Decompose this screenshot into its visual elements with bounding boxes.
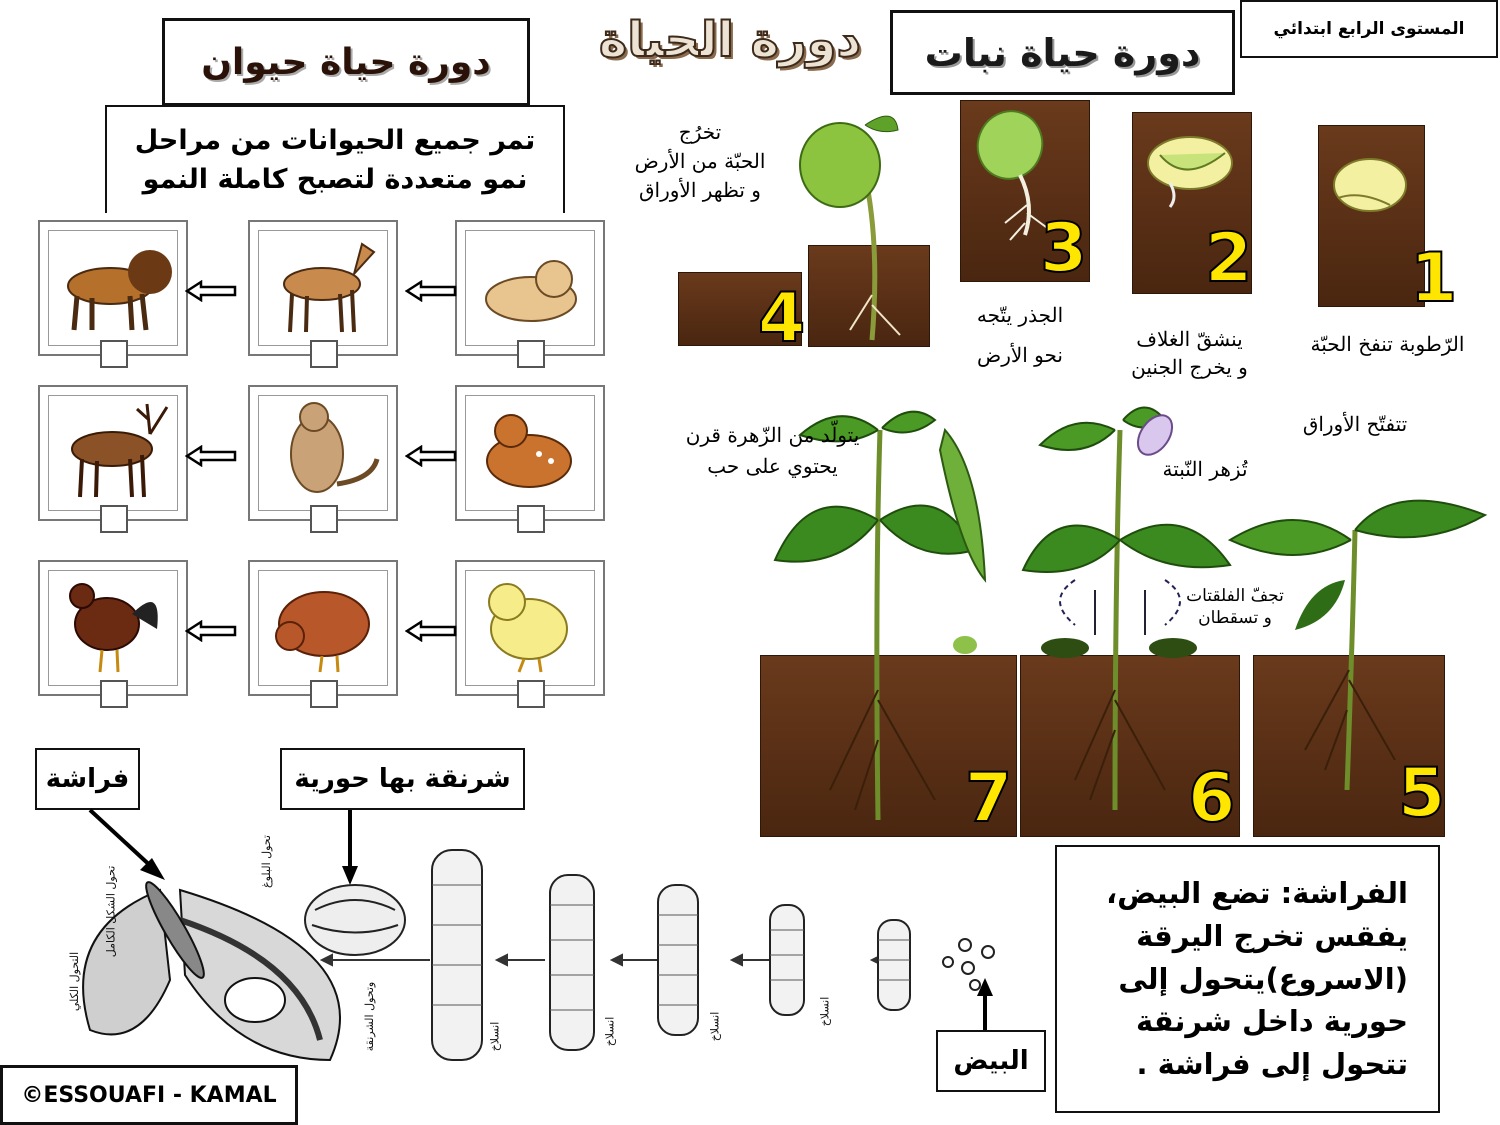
answer-checkbox[interactable] bbox=[100, 505, 128, 533]
caption-line: نحو الأرض bbox=[977, 343, 1063, 367]
caption-line: ينشقّ الغلاف bbox=[1136, 327, 1243, 351]
answer-checkbox[interactable] bbox=[517, 505, 545, 533]
description-line: حورية داخل شرنقة bbox=[1136, 1004, 1408, 1039]
answer-checkbox[interactable] bbox=[517, 680, 545, 708]
answer-checkbox[interactable] bbox=[310, 505, 338, 533]
description-line: الفراشة: تضع البيض، bbox=[1106, 875, 1408, 910]
label-eggs: البيض bbox=[936, 1030, 1046, 1092]
description-line: تتحول إلى فراشة . bbox=[1136, 1047, 1408, 1082]
side-label-2: التحول الكلي bbox=[68, 951, 82, 1012]
plant-stage-number: 1 bbox=[1410, 239, 1458, 318]
lion-icon bbox=[52, 234, 176, 334]
deer-icon bbox=[262, 234, 386, 334]
answer-checkbox[interactable] bbox=[310, 340, 338, 368]
plant-stage-number: 5 bbox=[1398, 754, 1446, 833]
main-title: دورة الحياة bbox=[598, 12, 862, 68]
description-line: (الاسروع)يتحول إلى bbox=[1118, 961, 1408, 996]
left-arrow-icon bbox=[185, 445, 237, 467]
plant-stage-caption bbox=[615, 118, 785, 205]
plant-stage-number: 6 bbox=[1188, 759, 1236, 838]
animal-frame-lion-cub bbox=[455, 220, 605, 356]
plant-stage-caption bbox=[950, 295, 1090, 375]
molt-label: انسلاخ bbox=[603, 1016, 617, 1047]
plant-stage-caption bbox=[1112, 325, 1267, 381]
plant-stage-caption bbox=[650, 420, 895, 482]
caption-line: يتولّد من الزّهرة قرن bbox=[685, 423, 860, 447]
plant-stage-number: 7 bbox=[965, 759, 1013, 838]
answer-checkbox[interactable] bbox=[310, 680, 338, 708]
caption-line: و تظهر الأوراق bbox=[639, 178, 761, 202]
animal-frame-hen bbox=[248, 560, 398, 696]
answer-checkbox[interactable] bbox=[100, 340, 128, 368]
answer-checkbox[interactable] bbox=[100, 680, 128, 708]
left-arrow-icon bbox=[185, 620, 237, 642]
animal-frame-deer bbox=[248, 220, 398, 356]
lion-cub-icon bbox=[469, 234, 593, 334]
side-label-3: تحول البلوغ bbox=[259, 835, 273, 888]
level-label: المستوى الرابع ابتدائي bbox=[1240, 0, 1498, 58]
animal-frame-fawn bbox=[455, 385, 605, 521]
left-arrow-icon bbox=[405, 620, 457, 642]
answer-checkbox[interactable] bbox=[517, 340, 545, 368]
label-butterfly: فراشة bbox=[35, 748, 140, 810]
animal-intro bbox=[105, 105, 565, 213]
cougar-icon bbox=[262, 399, 386, 499]
plant-stage-number: 4 bbox=[758, 279, 806, 358]
plant-title: دورة حياة نبات bbox=[890, 10, 1235, 95]
rooster-icon bbox=[52, 574, 176, 674]
label-cocoon: شرنقة بها حورية bbox=[280, 748, 525, 810]
side-label-1: تحول الشكل الكامل bbox=[104, 865, 118, 958]
animal-title: دورة حياة حيوان bbox=[162, 18, 530, 106]
fawn-icon bbox=[469, 399, 593, 499]
copyright: ©ESSOUAFI - KAMAL bbox=[0, 1065, 298, 1125]
young-plant-icon bbox=[1225, 470, 1495, 790]
animal-intro-line2: نمو متعددة لتصبح كاملة النمو bbox=[142, 164, 528, 195]
cracking-seed-icon bbox=[1140, 125, 1240, 215]
side-label-4: وتحول الشرنقة bbox=[363, 981, 377, 1052]
plant-stage-caption: الرّطوبة تنفخ الحبّة bbox=[1310, 332, 1465, 356]
plant-stage-number: 3 bbox=[1040, 209, 1088, 288]
left-arrow-icon bbox=[185, 280, 237, 302]
plant-stage-caption: تتفتّح الأوراق bbox=[1302, 412, 1408, 436]
hen-icon bbox=[262, 574, 386, 674]
molt-label: انسلاخ bbox=[818, 996, 832, 1027]
chick-icon bbox=[469, 574, 593, 674]
molt-label: انسلاخ bbox=[488, 1021, 502, 1052]
butterfly-description bbox=[1055, 845, 1440, 1113]
caption-line: تجفّ الفلقتات bbox=[1186, 586, 1284, 606]
left-arrow-icon bbox=[405, 445, 457, 467]
plant-stage-number: 2 bbox=[1205, 219, 1253, 298]
caption-line: و تسقطان bbox=[1198, 608, 1272, 629]
description-line: يفقس تخرج اليرقة bbox=[1136, 918, 1408, 953]
animal-intro-line1: تمر جميع الحيوانات من مراحل bbox=[134, 124, 536, 156]
animal-frame-cougar bbox=[248, 385, 398, 521]
animal-frame-chick bbox=[455, 560, 605, 696]
left-arrow-icon bbox=[405, 280, 457, 302]
swollen-seed-icon bbox=[1330, 150, 1410, 220]
buck-icon bbox=[52, 399, 176, 499]
molt-label: انسلاخ bbox=[708, 1011, 722, 1042]
caption-line: الجذر يتّجه bbox=[976, 303, 1064, 327]
animal-frame-buck bbox=[38, 385, 188, 521]
caption-line: تخرُج bbox=[678, 120, 722, 144]
caption-line: و يخرج الجنين bbox=[1131, 355, 1248, 379]
plant-stage-caption bbox=[1170, 585, 1300, 629]
caption-line: يحتوي على حب bbox=[707, 454, 838, 478]
plant-stage-caption-flower: تُزهر النّبتة bbox=[1162, 457, 1248, 481]
animal-frame-rooster bbox=[38, 560, 188, 696]
caption-line: الحبّة من الأرض bbox=[634, 149, 766, 173]
animal-frame-lion bbox=[38, 220, 188, 356]
